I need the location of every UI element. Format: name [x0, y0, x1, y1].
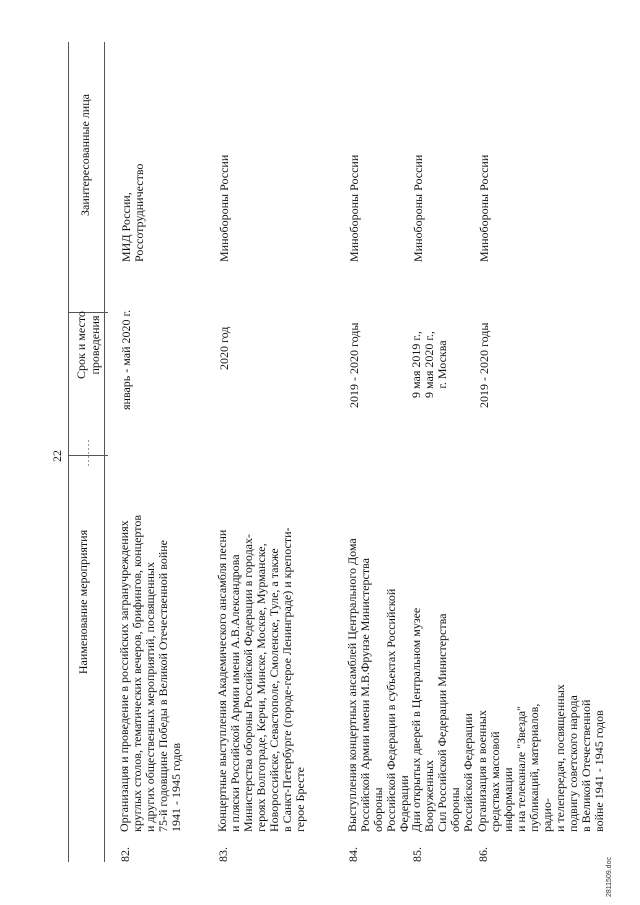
- row-interested: Минобороны России: [347, 154, 361, 262]
- row-date: 2019 - 2020 годы: [477, 322, 491, 408]
- row-interested: МИД России, Россотрудничество: [119, 163, 146, 262]
- row-name: Организация в военных средствах массовой информации и на телеканале "Звезда" публикаций, материалов, радио- и телепередач, посвященных подвигу советского народа в Великой Отечественной войне 1941 - 1945 годов: [475, 684, 606, 832]
- row-number: 83.: [216, 847, 230, 862]
- row-name: Выступления концертных ансамблей Центрального Дома Российской Армии имени М.В.Фрунзе Министерства обороны Российской Федерации в субъектах Российской Федерации: [345, 538, 411, 832]
- header-date-place: Срок и место проведения: [74, 311, 102, 379]
- row-date: 2020 год: [217, 326, 231, 370]
- row-date: январь - май 2020 г.: [119, 309, 133, 410]
- header-separator: [104, 42, 105, 862]
- row-date: 9 мая 2019 г., 9 мая 2020 г., г. Москва: [409, 331, 449, 398]
- row-interested: Минобороны России: [217, 154, 231, 262]
- row-name: Концертные выступления Академического ансамбля песни и пляски Российской Армии имени А.В.Александрова Министерства обороны Российской Федерации в городах- героях Волгограде, Керчи, Минске, Москве, Мурманске, Новороссийске, Севастополе, Смоленске, Туле, а также в Санкт-Петербурге (городе-герое Ленинграде) и крепости- герое Бресте: [215, 527, 307, 832]
- row-interested: Минобороны России: [411, 154, 425, 262]
- header-name: Наименование мероприятия: [76, 529, 90, 675]
- header-interested: Заинтересованные лица: [78, 94, 92, 216]
- row-number: 82.: [118, 847, 132, 862]
- table-left-border: [68, 42, 69, 862]
- page-number: 22: [50, 450, 64, 462]
- row-number: 86.: [476, 847, 490, 862]
- row-name: Организация и проведение в российских загранучреждениях круглых столов, тематических вечеров, брифингов, концертов и других общественных мероприятий, посвященных 75-й годовщине Победы в Великой Отечественной войне 1941 - 1945 годов: [117, 514, 183, 832]
- footer-code: 2811509.doc: [606, 857, 613, 897]
- row-number: 85.: [410, 847, 424, 862]
- row-number: 84.: [346, 847, 360, 862]
- row-date: 2019 - 2020 годы: [347, 322, 361, 408]
- row-interested: Минобороны России: [477, 154, 491, 262]
- row-name: Дни открытых дверей в Центральном музее Вооруженных Сил Российской Федерации Министерства обороны Российской Федерации: [409, 607, 475, 832]
